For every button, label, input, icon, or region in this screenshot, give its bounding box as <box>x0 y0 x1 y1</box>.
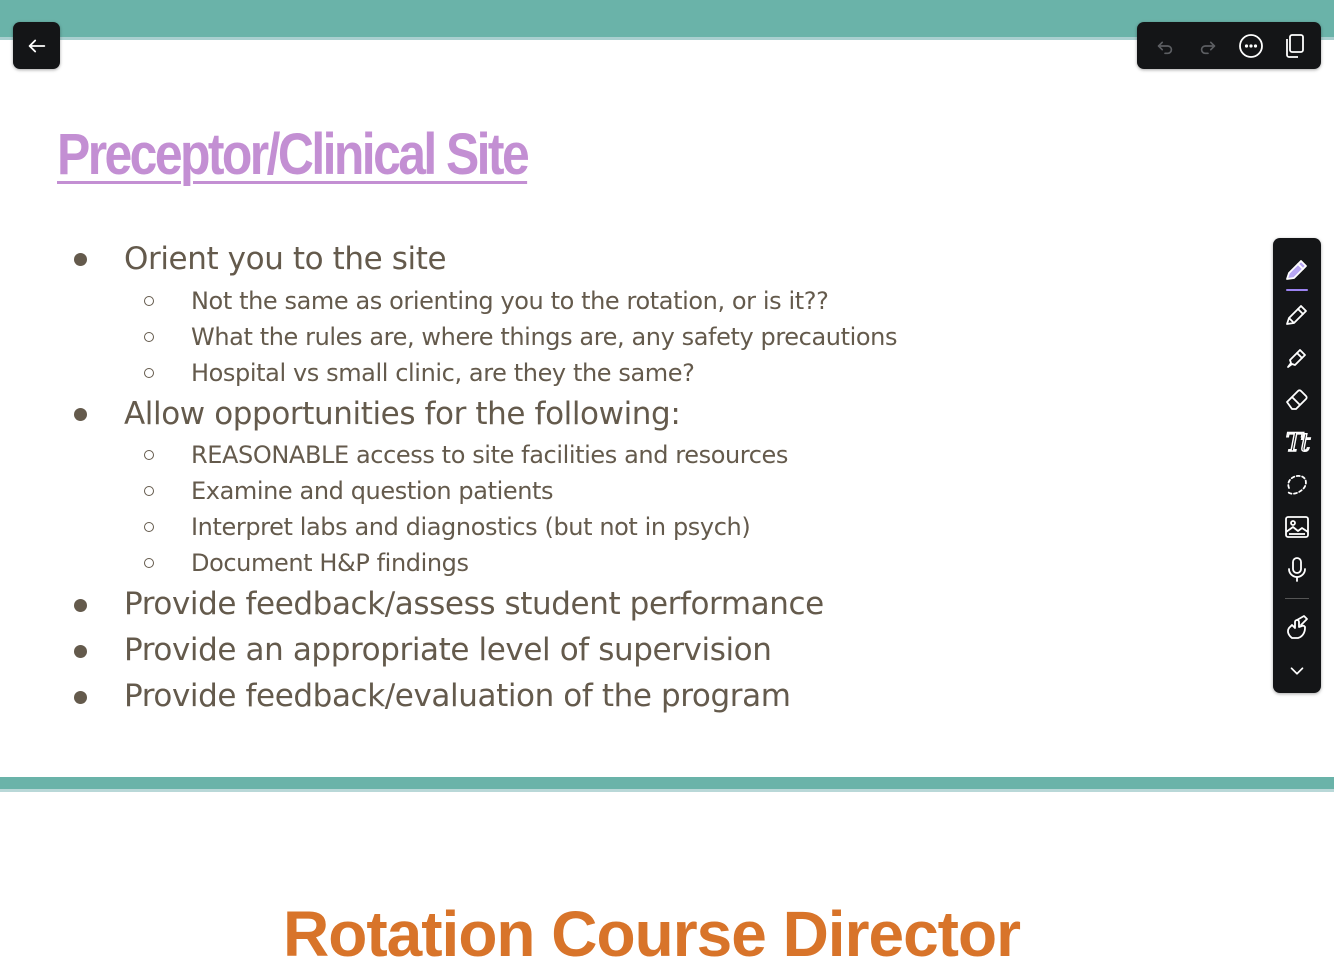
touch-draw-icon <box>1283 613 1311 641</box>
pages-button[interactable] <box>1277 29 1311 63</box>
bullet-marker <box>74 253 87 266</box>
microphone-icon <box>1283 555 1311 583</box>
sub-bullet-marker <box>144 486 154 496</box>
slide-title: Preceptor/Clinical Site <box>57 122 528 187</box>
sub-bullet-marker <box>144 522 154 532</box>
collapse-toolbar-button[interactable] <box>1277 652 1317 690</box>
bullet-item: Provide an appropriate level of supervision <box>124 632 772 668</box>
sub-bullet-item: Interpret labs and diagnostics (but not in psych) <box>191 513 751 541</box>
lasso-tool-button[interactable] <box>1277 466 1317 504</box>
sub-bullet-item: Examine and question patients <box>191 477 554 505</box>
sub-bullet-marker <box>144 296 154 306</box>
text-tool-button[interactable] <box>1277 423 1317 461</box>
slide-bottom-band-line <box>0 789 1334 792</box>
slide-bottom-band <box>0 777 1334 789</box>
sub-bullet-marker <box>144 450 154 460</box>
image-icon <box>1283 513 1311 541</box>
sub-bullet-item: Hospital vs small clinic, are they the same? <box>191 359 695 387</box>
pages-icon <box>1282 33 1306 59</box>
sub-bullet-marker <box>144 332 154 342</box>
pen-icon <box>1283 256 1311 284</box>
bullet-marker <box>74 645 87 658</box>
touch-draw-toggle-button[interactable] <box>1277 608 1317 646</box>
sub-bullet-item: Not the same as orienting you to the rotation, or is it?? <box>191 287 829 315</box>
chevron-down-icon <box>1286 660 1308 682</box>
sub-bullet-item: Document H&P findings <box>191 549 469 577</box>
pen-tool-button[interactable] <box>1277 251 1317 289</box>
highlighter-icon <box>1283 343 1311 371</box>
toolbar-separator <box>1285 598 1309 599</box>
bullet-item: Allow opportunities for the following: <box>124 396 681 432</box>
bullet-item: Orient you to the site <box>124 241 447 277</box>
sub-bullet-item: What the rules are, where things are, any safety precautions <box>191 323 898 351</box>
bullet-marker <box>74 691 87 704</box>
microphone-tool-button[interactable] <box>1277 550 1317 588</box>
pencil-tool-button[interactable] <box>1277 296 1317 334</box>
image-tool-button[interactable] <box>1277 508 1317 546</box>
highlighter-tool-button[interactable] <box>1277 338 1317 376</box>
bullet-item: Provide feedback/evaluation of the program <box>124 678 791 714</box>
next-slide-title: Rotation Course Director <box>283 898 1020 970</box>
sub-bullet-item: REASONABLE access to site facilities and resources <box>191 441 789 469</box>
bullet-marker <box>74 408 87 421</box>
text-tool-icon: Tt <box>1285 427 1309 457</box>
active-tool-indicator <box>1286 289 1308 291</box>
eraser-tool-button[interactable] <box>1277 380 1317 418</box>
drawing-toolbar <box>1273 238 1321 693</box>
bullet-marker <box>74 599 87 612</box>
eraser-icon <box>1283 385 1311 413</box>
pencil-icon <box>1283 301 1311 329</box>
sub-bullet-marker <box>144 368 154 378</box>
lasso-icon <box>1283 471 1311 499</box>
sub-bullet-marker <box>144 558 154 568</box>
bullet-item: Provide feedback/assess student performance <box>124 586 824 622</box>
